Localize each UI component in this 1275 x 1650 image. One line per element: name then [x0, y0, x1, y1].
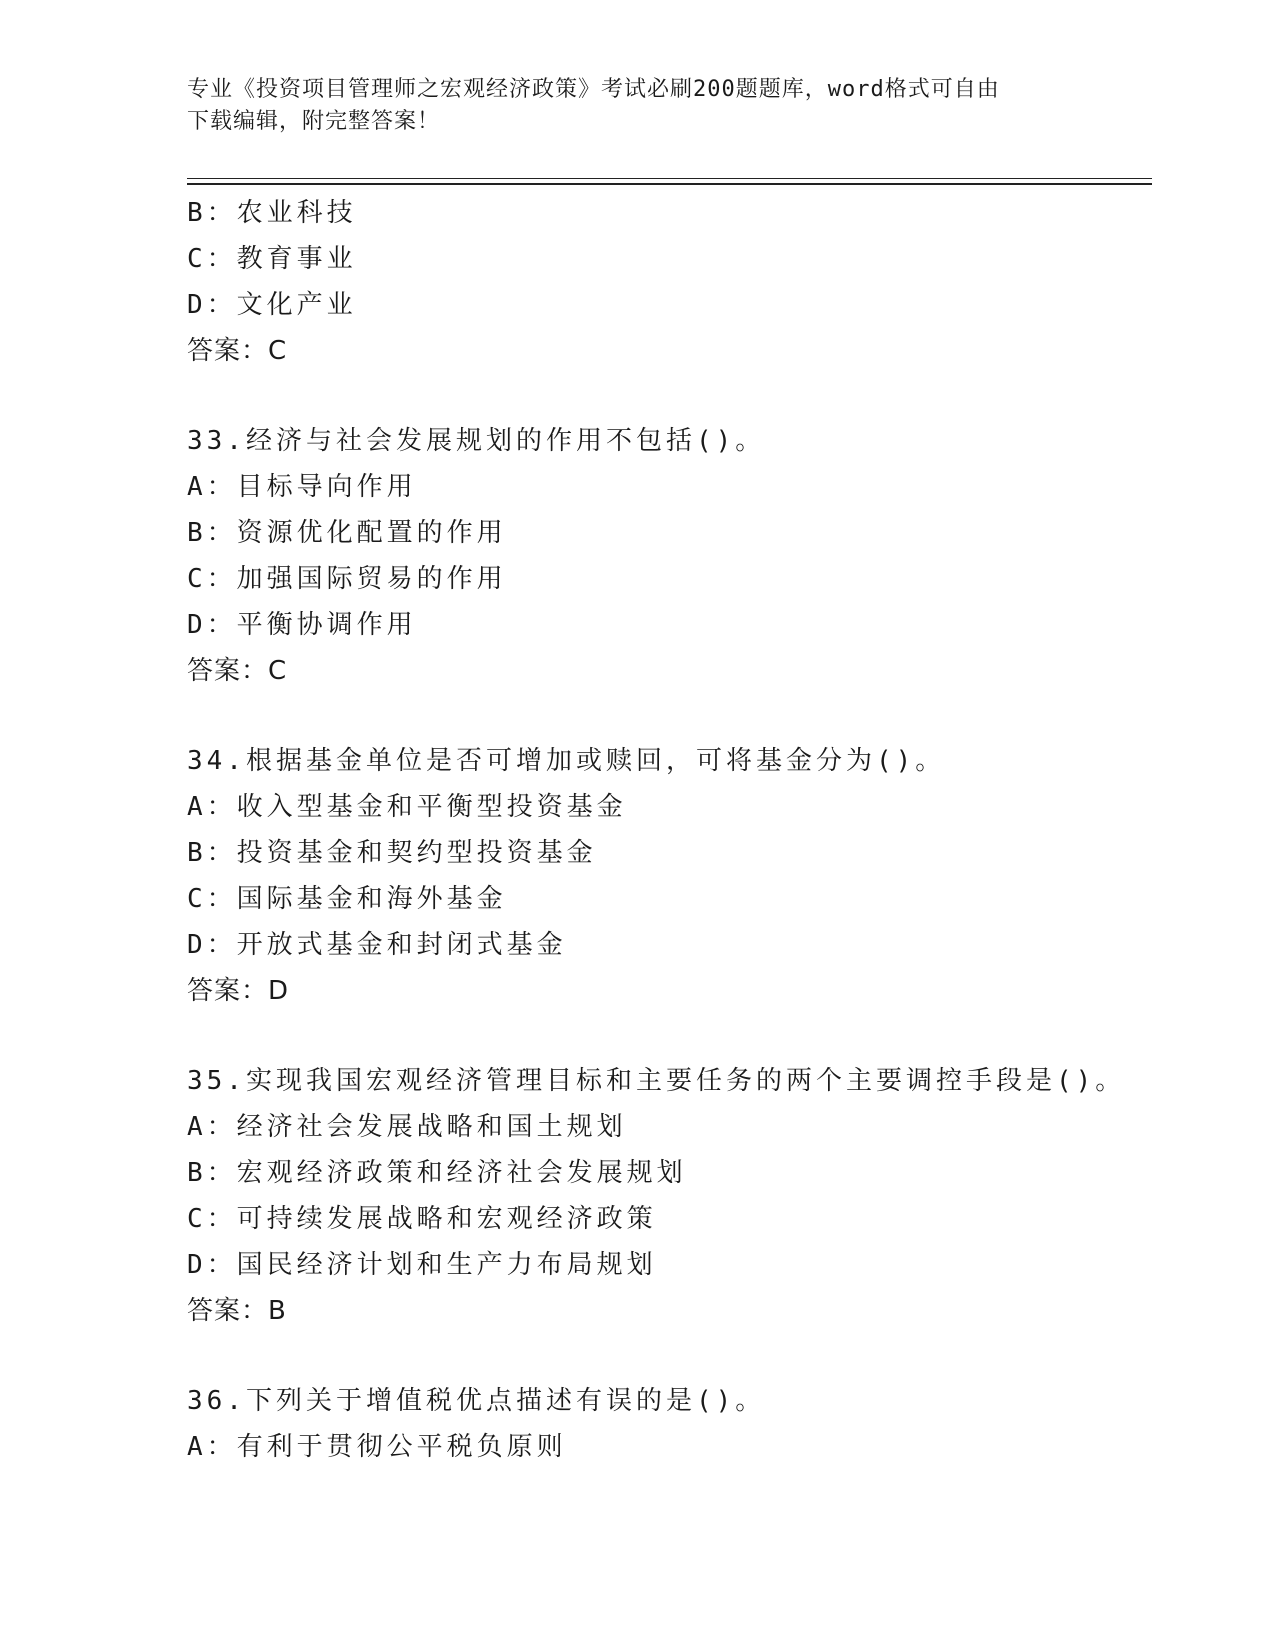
question-33: 33.经济与社会发展规划的作用不包括()。 [187, 426, 766, 456]
header-divider-thin [187, 178, 1152, 179]
option-c: C：国际基金和海外基金 [187, 884, 507, 914]
question-34: 34.根据基金单位是否可增加或赎回，可将基金分为()。 [187, 746, 946, 776]
header-line-2: 下载编辑，附完整答案！ [187, 109, 441, 134]
option-d: D：文化产业 [187, 290, 357, 320]
question-35: 35.实现我国宏观经济管理目标和主要任务的两个主要调控手段是()。 [187, 1066, 1126, 1096]
option-c: C：加强国际贸易的作用 [187, 564, 507, 594]
option-c: C：教育事业 [187, 244, 357, 274]
option-a: A：经济社会发展战略和国土规划 [187, 1112, 627, 1142]
header-divider-thick [187, 183, 1152, 185]
option-d: D：平衡协调作用 [187, 610, 417, 640]
option-d: D：国民经济计划和生产力布局规划 [187, 1250, 657, 1280]
option-d: D：开放式基金和封闭式基金 [187, 930, 567, 960]
option-a: A：有利于贯彻公平税负原则 [187, 1432, 567, 1462]
option-a: A：目标导向作用 [187, 472, 417, 502]
document-header [187, 74, 1087, 138]
answer-line: 答案：C [187, 336, 288, 366]
option-b: B：宏观经济政策和经济社会发展规划 [187, 1158, 687, 1188]
question-36: 36.下列关于增值税优点描述有误的是()。 [187, 1386, 766, 1416]
option-b: B：投资基金和契约型投资基金 [187, 838, 597, 868]
option-b: B：资源优化配置的作用 [187, 518, 507, 548]
answer-line: 答案：C [187, 656, 288, 686]
answer-line: 答案：D [187, 976, 290, 1006]
option-c: C：可持续发展战略和宏观经济政策 [187, 1204, 657, 1234]
option-a: A：收入型基金和平衡型投资基金 [187, 792, 627, 822]
answer-line: 答案：B [187, 1296, 287, 1326]
header-line-1: 专业《投资项目管理师之宏观经济政策》考试必刷200题题库，word格式可自由 [187, 77, 1000, 102]
question-list [187, 190, 1152, 1470]
option-b: B：农业科技 [187, 198, 357, 228]
